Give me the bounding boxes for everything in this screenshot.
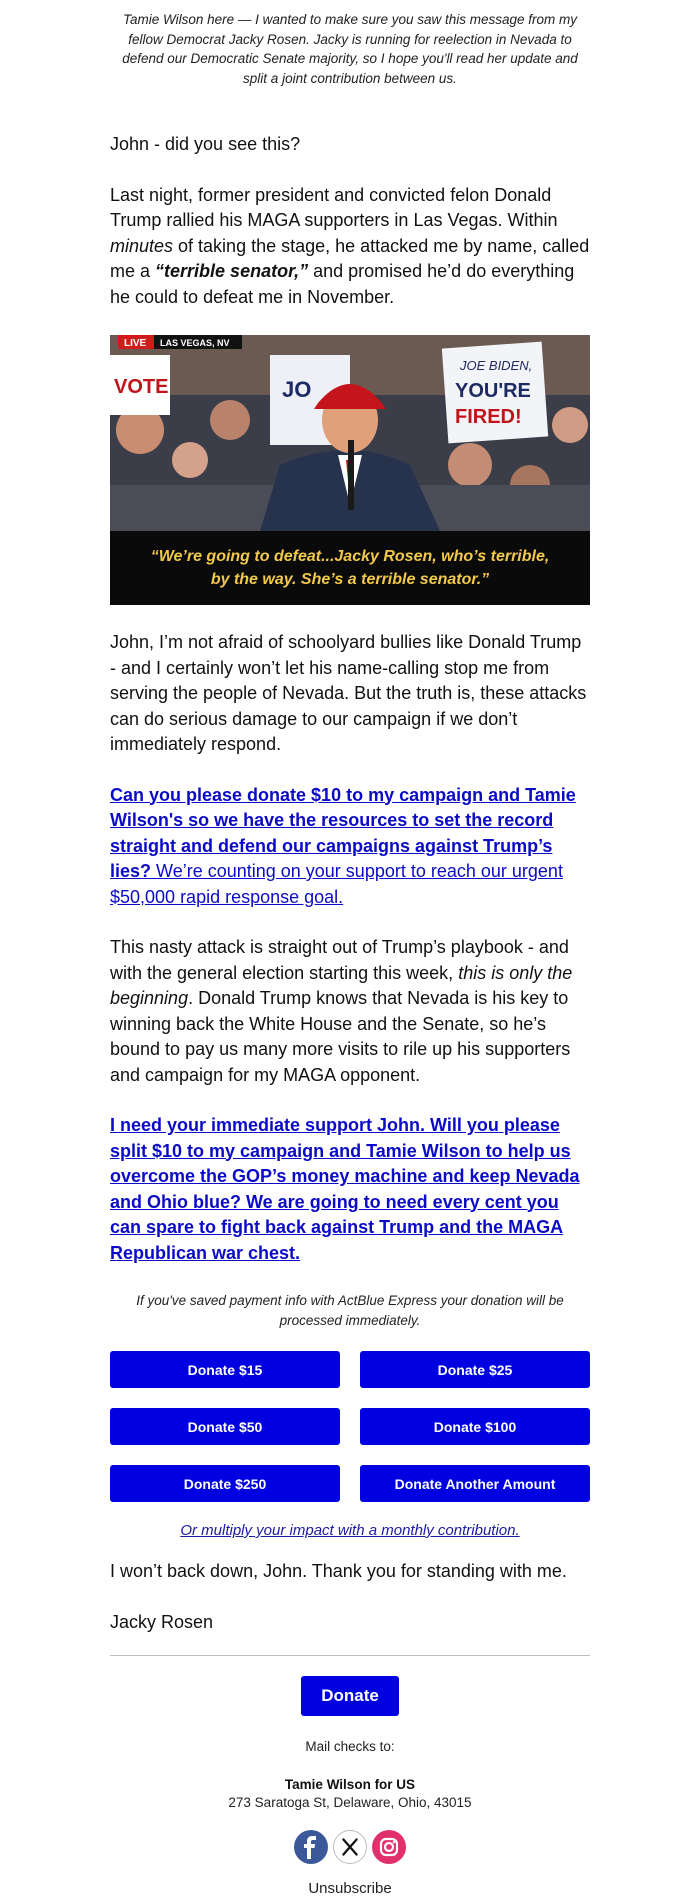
microphone (348, 440, 354, 510)
unsubscribe-link[interactable]: Unsubscribe (308, 1880, 392, 1897)
mail-label: Mail checks to: (305, 1739, 395, 1754)
donate-ask-1-bold[interactable]: Can you please donate $10 to my campaign and Tamie Wilson's so we have the resources to set the record straight and defend our campaigns against Trump’s lies? (110, 784, 576, 881)
text: Last night, former president and convicted felon Donald Trump rallied his MAGA supporters in Las Vegas. Within (110, 184, 558, 230)
signature: Jacky Rosen (110, 1611, 214, 1632)
caption-line-2: by the way. She’s a terrible senator.” (210, 571, 490, 588)
emphasis-terrible-senator: “terrible senator,” (155, 261, 309, 281)
text: . Donald Trump knows that Nevada is his key to winning back the White House and the Senate, so he’s bound to pay us many more visits to rile up his supporters and campaign for my MAGA opponent. (110, 988, 571, 1085)
greeting: John - did you see this? (110, 134, 301, 154)
closing: I won’t back down, John. Thank you for standing with me. (110, 1561, 567, 1581)
footer-donate-button[interactable]: Donate (301, 1676, 399, 1716)
emphasis-minutes: minutes (110, 235, 174, 256)
org-name: Tamie Wilson for US (284, 1777, 416, 1792)
donate-ask-1-link[interactable] (110, 785, 576, 907)
paragraph-bullies: John, I’m not afraid of schoolyard bullies like Donald Trump - and I certainly won’t let his name-calling stop me from serving the people of Nevada. But the truth is, these attacks can do serious damage to our campaign if we don’t immediately respond. (110, 632, 587, 754)
facebook-icon[interactable] (294, 1830, 328, 1864)
instagram-icon[interactable] (372, 1830, 406, 1864)
donate-ask-1[interactable] (110, 783, 590, 911)
text: This nasty attack is straight out of Trump’s playbook - and with the general election starting this week, (110, 937, 569, 983)
rally-image[interactable] (110, 335, 590, 605)
sign-center-text: JO (282, 377, 312, 402)
paragraph-rally (110, 183, 590, 311)
email-body (110, 132, 590, 1897)
donate-15-button[interactable]: Donate $15 (110, 1351, 340, 1388)
sign-right-text-mid: YOU'RE (455, 380, 531, 402)
caption-band (110, 531, 590, 605)
donate-50-button[interactable]: Donate $50 (110, 1408, 340, 1445)
social-links (110, 1830, 590, 1864)
donate-ask-2-bold[interactable]: I need your immediate support John. Will you please split $10 to my campaign and Tamie Wilson to help us overcome the GOP’s money machine and keep Nevada and Ohio blue? We are going to need every cent you can spare to fight back against Trump and the MAGA Republican war chest. (110, 1115, 580, 1263)
paragraph-playbook (110, 935, 590, 1088)
donate-ask-1-rest[interactable]: We’re counting on your support to reach our urgent $50,000 rapid response goal. (110, 861, 563, 907)
divider (110, 1655, 590, 1656)
rally-illustration (110, 335, 590, 605)
donate-ask-2[interactable] (110, 1113, 590, 1266)
monthly-contribution-link[interactable]: Or multiply your impact with a monthly contribution. (180, 1522, 520, 1539)
emphasis-only-beginning: this is only the beginning (110, 962, 573, 1008)
caption-line-1: “We’re going to defeat...Jacky Rosen, who’s terrible, (150, 548, 550, 565)
donate-ask-2-link[interactable] (110, 1115, 580, 1263)
location-text: LAS VEGAS, NV (160, 338, 230, 348)
donate-25-button[interactable]: Donate $25 (360, 1351, 590, 1388)
actblue-note: If you've saved payment info with ActBlue Express your donation will be processed immediately. (136, 1293, 564, 1328)
donate-100-button[interactable]: Donate $100 (360, 1408, 590, 1445)
sign-left-text: VOTE (114, 376, 169, 398)
text: of taking the stage, he attacked me by name, called me a (110, 235, 590, 281)
donate-button-grid (110, 1351, 590, 1502)
live-text: LIVE (124, 338, 147, 349)
sign-right-text-top: JOE BIDEN, (460, 358, 533, 373)
footer-donate-row (110, 1676, 590, 1716)
text: and promised he’d do everything he could to defeat me in November. (110, 261, 575, 307)
sign-right-text-bottom: FIRED! (455, 406, 522, 428)
intro-note: Tamie Wilson here — I wanted to make sure you saw this message from my fellow Democrat Jacky Rosen. Jacky is running for reelection in Nevada to defend our Democratic Senate majority, so I hope you'll read her update and split a joint contribution between us. (122, 12, 578, 86)
x-icon[interactable] (333, 1830, 367, 1864)
mailing-address: 273 Saratoga St, Delaware, Ohio, 43015 (228, 1795, 472, 1810)
donate-250-button[interactable]: Donate $250 (110, 1465, 340, 1502)
donate-other-amount-button[interactable]: Donate Another Amount (360, 1465, 590, 1502)
